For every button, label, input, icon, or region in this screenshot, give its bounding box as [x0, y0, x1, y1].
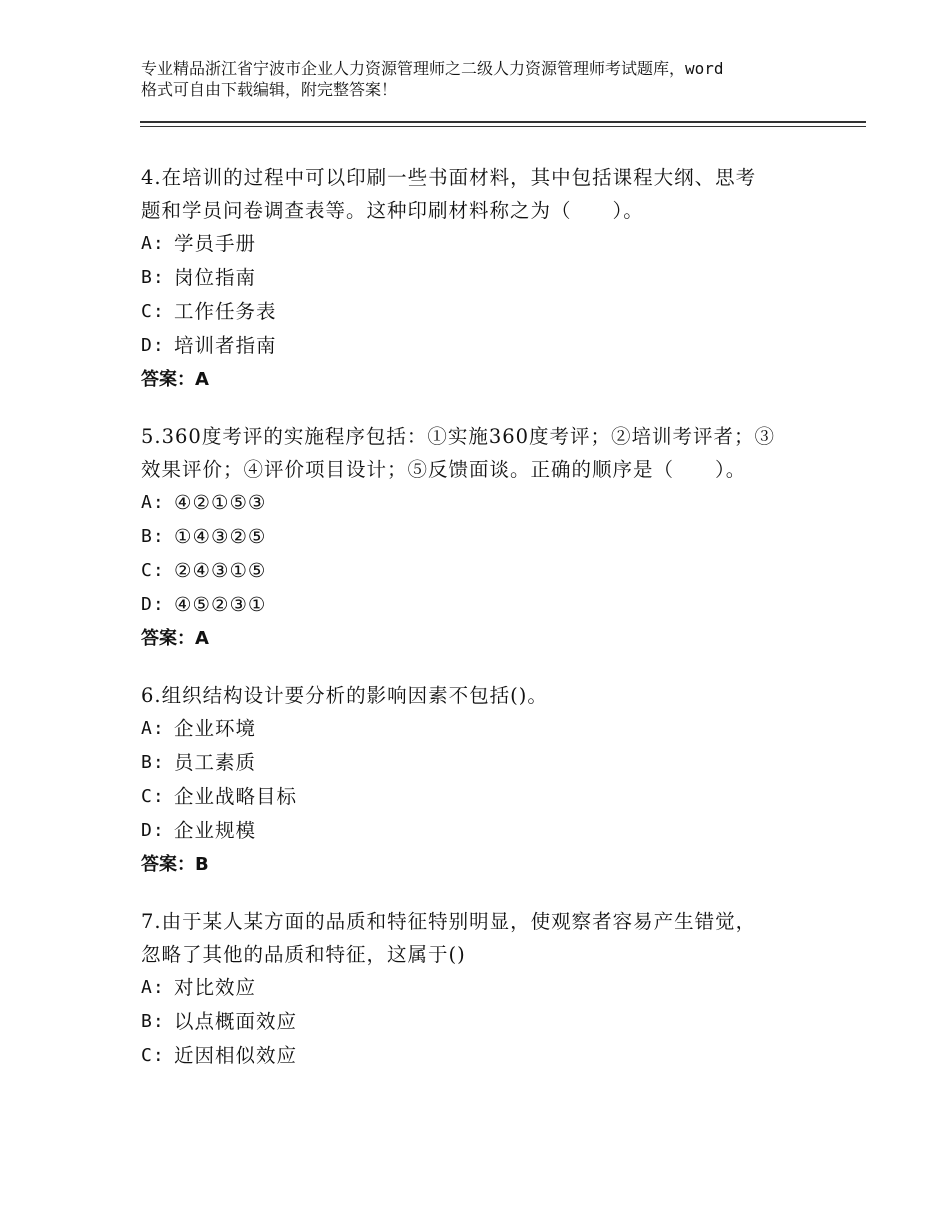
answer-option	[141, 520, 831, 554]
answer-key: 答案：A	[141, 628, 209, 649]
option-letter: A:	[141, 233, 165, 254]
answer-option	[141, 588, 831, 622]
option-letter: A:	[141, 718, 165, 739]
option-letter: A:	[141, 977, 165, 998]
option-text: 企业规模	[174, 819, 257, 842]
header-rule-thin	[140, 126, 866, 127]
answer-option	[141, 227, 831, 261]
answer-option	[141, 712, 831, 746]
option-letter: C:	[141, 1045, 165, 1066]
option-text: 岗位指南	[174, 266, 257, 289]
option-text: ②④③①⑤	[174, 559, 267, 582]
header-line-1: 专业精品浙江省宁波市企业人力资源管理师之二级人力资源管理师考试题库，word	[141, 59, 724, 78]
answer-option	[141, 780, 831, 814]
header-rule-thick	[140, 121, 866, 123]
option-text: ④②①⑤③	[174, 491, 267, 514]
answer-option	[141, 1039, 831, 1073]
question-list	[141, 161, 831, 1097]
option-letter: C:	[141, 786, 165, 807]
question-block	[141, 420, 831, 655]
option-text: ①④③②⑤	[174, 525, 267, 548]
answer-option	[141, 814, 831, 848]
option-text: 对比效应	[174, 976, 257, 999]
option-text: ④⑤②③①	[174, 593, 267, 616]
question-stem-line: 4.在培训的过程中可以印刷一些书面材料，其中包括课程大纲、思考	[141, 166, 757, 189]
answer-option	[141, 295, 831, 329]
question-block	[141, 679, 831, 881]
option-letter: B:	[141, 752, 165, 773]
question-stem-line: 题和学员问卷调查表等。这种印刷材料称之为（ ）。	[141, 199, 644, 222]
option-text: 企业环境	[174, 717, 257, 740]
option-letter: B:	[141, 1011, 165, 1032]
answer-option	[141, 746, 831, 780]
answer-key: 答案：A	[141, 369, 209, 390]
option-text: 近因相似效应	[174, 1044, 298, 1067]
option-text: 员工素质	[174, 751, 257, 774]
question-block	[141, 161, 831, 396]
question-stem-line: 忽略了其他的品质和特征，这属于()	[141, 943, 466, 966]
option-letter: A:	[141, 492, 165, 513]
option-letter: C:	[141, 301, 165, 322]
answer-option	[141, 1005, 831, 1039]
question-stem-line: 效果评价；④评价项目设计；⑤反馈面谈。正确的顺序是（ ）。	[141, 458, 747, 481]
question-stem-line: 6.组织结构设计要分析的影响因素不包括()。	[141, 684, 548, 707]
option-text: 以点概面效应	[174, 1010, 298, 1033]
option-text: 培训者指南	[174, 334, 277, 357]
answer-option	[141, 554, 831, 588]
answer-option	[141, 486, 831, 520]
option-text: 企业战略目标	[174, 785, 298, 808]
option-text: 工作任务表	[174, 300, 277, 323]
header-line-2: 格式可自由下载编辑，附完整答案！	[141, 80, 398, 99]
answer-option	[141, 971, 831, 1005]
answer-key: 答案：B	[141, 854, 209, 875]
answer-option	[141, 329, 831, 363]
option-letter: D:	[141, 335, 165, 356]
question-block	[141, 905, 831, 1073]
option-letter: C:	[141, 560, 165, 581]
question-stem-line: 5.360度考评的实施程序包括：①实施360度考评；②培训考评者；③	[141, 425, 776, 448]
answer-option	[141, 261, 831, 295]
option-letter: D:	[141, 820, 165, 841]
option-text: 学员手册	[174, 232, 257, 255]
option-letter: B:	[141, 526, 165, 547]
option-letter: D:	[141, 594, 165, 615]
question-stem-line: 7.由于某人某方面的品质和特征特别明显，使观察者容易产生错觉，	[141, 910, 757, 933]
document-header	[141, 58, 831, 100]
option-letter: B:	[141, 267, 165, 288]
